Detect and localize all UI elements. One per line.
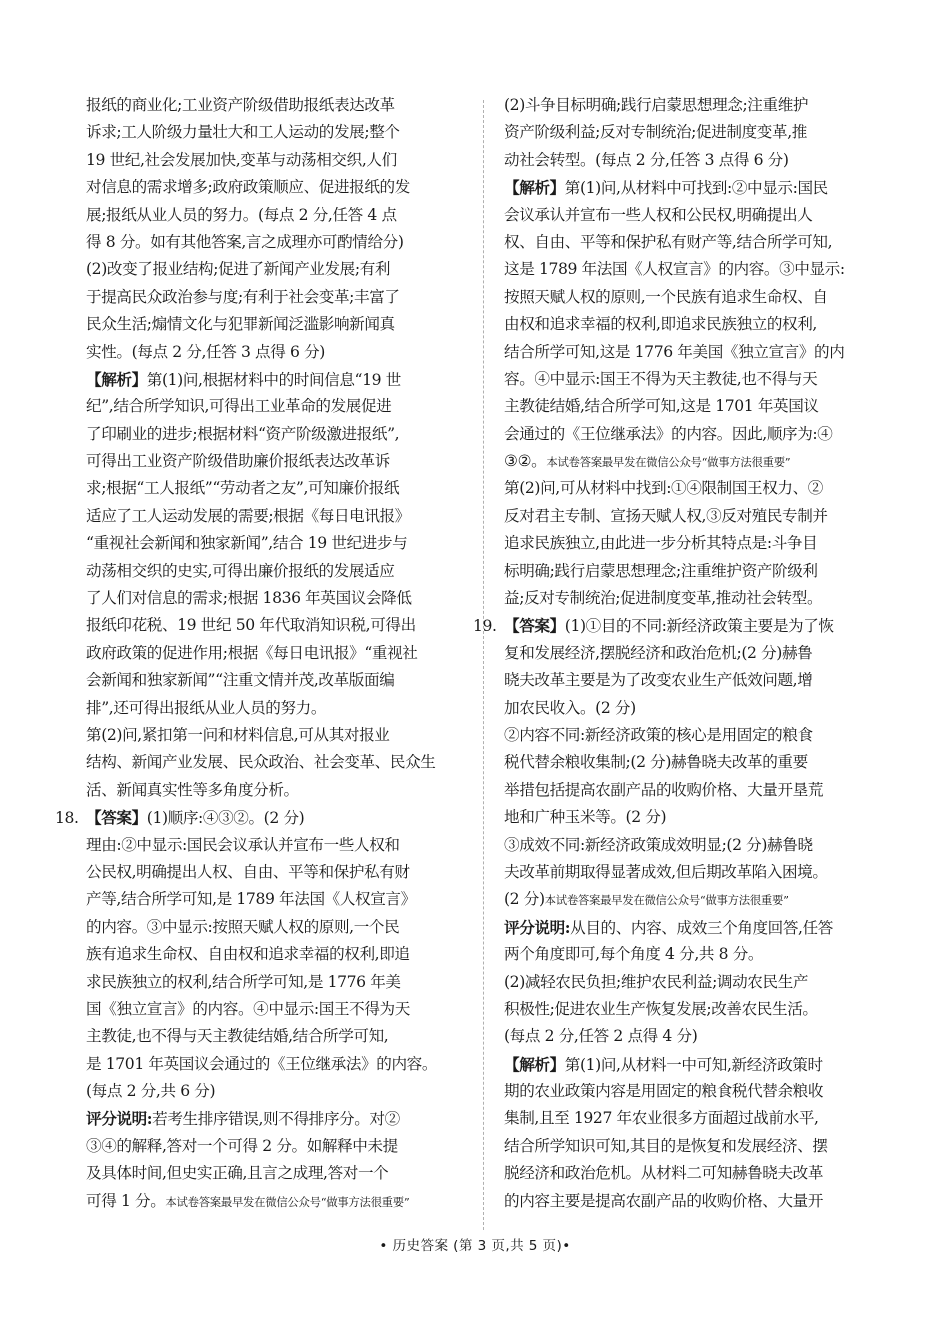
- text-line: 追求民族独立,由此进一步分析其特点是:斗争目: [504, 534, 818, 553]
- text-line: [504, 914, 866, 941]
- text-line: 理由:②中显示:国民会议承认并宣布一些人权和: [86, 835, 400, 854]
- text-line: 得 8 分。如有其他答案,言之成理亦可酌情给分): [86, 232, 404, 251]
- text-line: 的内容。③中显示:按照天赋人权的原则,一个民: [86, 917, 400, 936]
- text-line: 及具体时间,但史实正确,且言之成理,答对一个: [86, 1164, 389, 1183]
- question-number: 18.: [55, 809, 79, 828]
- text-line: [504, 886, 866, 913]
- text-line: 集制,且至 1927 年农业很多方面超过战前水平,: [504, 1109, 819, 1128]
- line-text: 第(1)问,从材料一中可知,新经济政策时: [564, 1055, 823, 1074]
- text-line: 族有追求生命权、自由权和追求幸福的权利,即追: [86, 945, 410, 964]
- line-text: 可得 1 分。: [86, 1191, 166, 1210]
- text-line: [504, 448, 866, 475]
- text-line: 展;报纸从业人员的努力。(每点 2 分,任答 4 点: [86, 205, 397, 224]
- text-line: 举措包括提高农副产品的收购价格、大量开垦荒: [504, 780, 824, 799]
- text-line: 19 世纪,社会发展加快,变革与动荡相交织,人们: [86, 150, 397, 169]
- line-text: 从目的、内容、成效三个角度回答,任答: [570, 918, 833, 937]
- text-line: 纪”,结合所学知识,可得出工业革命的发展促进: [86, 397, 392, 416]
- text-line: 容。④中显示:国王不得为天主教徒,也不得与天: [504, 369, 818, 388]
- text-line: 会议承认并宣布一些人权和公民权,明确提出人: [504, 205, 813, 224]
- text-line: 这是 1789 年法国《人权宣言》的内容。③中显示:: [504, 260, 845, 279]
- text-line: 晓夫改革主要是为了改变农业生产低效问题,增: [504, 671, 813, 690]
- text-line: 求民族独立的权利,结合所学可知,是 1776 年美: [86, 972, 401, 991]
- text-line: 结合所学知识可知,其目的是恢复和发展经济、摆: [504, 1136, 828, 1155]
- line-text: 若考生排序错误,则不得排序分。对②: [152, 1110, 400, 1129]
- line-text: (1)顺序:④③②。(2 分): [146, 809, 305, 828]
- text-line: 资产阶级利益;反对专制统治;促进制度变革,推: [504, 123, 807, 142]
- text-line: 第(2)问,紧扣第一问和材料信息,可从其对报业: [86, 725, 390, 744]
- page-footer: • 历史答案 (第 3 页,共 5 页)•: [379, 1238, 571, 1254]
- text-line: 了人们对信息的需求;根据 1836 年英国议会降低: [86, 589, 412, 608]
- text-line: 是 1701 年英国议会通过的《王位继承法》的内容。: [86, 1054, 438, 1073]
- text-line: 税代替余粮收集制;(2 分)赫鲁晓夫改革的重要: [504, 753, 808, 772]
- line-text: (2 分): [504, 890, 545, 909]
- text-line: (2)改变了报业结构;促进了新闻产业发展;有利: [86, 260, 391, 279]
- text-line: ③④的解释,答对一个可得 2 分。如解释中未提: [86, 1136, 398, 1155]
- text-line: [504, 1051, 866, 1078]
- text-line: 积极性;促进农业生产恢复发展;改善农民生活。: [504, 999, 818, 1018]
- text-line: (2)斗争目标明确;践行启蒙思想理念;注重维护: [504, 96, 809, 114]
- text-line: 标明确;践行启蒙思想理念;注重维护资产阶级利: [504, 561, 818, 580]
- text-line: 公民权,明确提出人权、自由、平等和保护私有财: [86, 862, 410, 881]
- text-line: 期的农业政策内容是用固定的粮食税代替余粮收: [504, 1082, 824, 1101]
- text-line: 活、新闻真实性等多角度分析。: [86, 780, 299, 799]
- text-line: 两个角度即可,每个角度 4 分,共 8 分。: [504, 945, 764, 964]
- text-line: [504, 174, 866, 201]
- question-number: 19.: [473, 617, 497, 636]
- text-line: 主教徒结婚,结合所学可知,这是 1701 年英国议: [504, 397, 819, 416]
- text-line: ②内容不同:新经济政策的核心是用固定的粮食: [504, 725, 813, 744]
- text-line: 复和发展经济,摆脱经济和政治危机;(2 分)赫鲁: [504, 643, 813, 662]
- text-line: 加农民收入。(2 分): [504, 698, 636, 717]
- text-line: (每点 2 分,任答 2 点得 4 分): [504, 1027, 698, 1046]
- text-line: 动社会转型。(每点 2 分,任答 3 点得 6 分): [504, 150, 789, 169]
- text-line: 结构、新闻产业发展、民众政治、社会变革、民众生: [86, 753, 436, 772]
- answer-tag: 【答案】: [504, 616, 565, 636]
- text-line: [86, 1188, 466, 1215]
- text-line: 诉求;工人阶级力量壮大和工人运动的发展;整个: [86, 123, 400, 142]
- text-line: 会新闻和独家新闻”“注重文情并茂,改革版面编: [86, 671, 395, 690]
- text-line: 结合所学可知,这是 1776 年美国《独立宣言》的内: [504, 342, 845, 361]
- text-line: [86, 1105, 466, 1132]
- line-text: 第(1)问,从材料中可找到:②中显示:国民: [564, 179, 828, 198]
- text-line: 报纸的商业化;工业资产阶级借助报纸表达改革: [86, 96, 395, 114]
- text-line: 排”,还可得出报纸从业人员的努力。: [86, 698, 327, 717]
- answer-tag: 【答案】: [86, 808, 147, 828]
- text-line: 益;反对专制统治;促进制度变革,推动社会转型。: [504, 589, 823, 608]
- text-line: 政府政策的促进作用;根据《每日电讯报》“重视社: [86, 643, 418, 662]
- text-line: 动荡相交织的史实,可得出廉价报纸的发展适应: [86, 561, 395, 580]
- text-line: 可得出工业资产阶级借助廉价报纸表达改革诉: [86, 452, 390, 471]
- watermark-note: 本试卷答案最早发在微信公众号“做事方法很重要”: [165, 1194, 410, 1209]
- text-line: 脱经济和政治危机。从材料二可知赫鲁晓夫改革: [504, 1164, 824, 1183]
- text-line: 夫改革前期取得显著成效,但后期改革陷入困境。: [504, 862, 828, 881]
- watermark-note: 本试卷答案最早发在微信公众号“做事方法很重要”: [546, 455, 791, 470]
- text-line: 报纸印花税、19 世纪 50 年代取消知识税,可得出: [86, 616, 416, 635]
- text-line: 适应了工人运动发展的需要;根据《每日电讯报》: [86, 506, 410, 525]
- question-19-header: [473, 612, 866, 639]
- text-line: ③成效不同:新经济政策成效明显;(2 分)赫鲁晓: [504, 835, 813, 854]
- text-line: 按照天赋人权的原则,一个民族有追求生命权、自: [504, 287, 828, 306]
- text-line: 国《独立宣言》的内容。④中显示:国王不得为天: [86, 999, 410, 1018]
- line-text: (1)①目的不同:新经济政策主要是为了恢: [564, 617, 834, 636]
- text-line: 由权和追求幸福的权利,即追求民族独立的权利,: [504, 315, 817, 334]
- text-line: 主教徒,也不得与天主教徒结婚,结合所学可知,: [86, 1027, 389, 1046]
- text-line: “重视社会新闻和独家新闻”,结合 19 世纪进步与: [86, 534, 408, 553]
- analysis-tag: 【解析】: [86, 369, 147, 389]
- text-line: 的内容主要是提高农副产品的收购价格、大量开: [504, 1191, 824, 1210]
- question-18-header: [55, 804, 466, 831]
- line-text: ③②。: [504, 452, 547, 471]
- scoring-note-tag: 评分说明:: [504, 917, 571, 937]
- text-line: 地和广种玉米等。(2 分): [504, 808, 667, 827]
- right-column: [473, 92, 866, 1215]
- text-line: (2)减轻农民负担;维护农民利益;调动农民生产: [504, 972, 809, 991]
- analysis-tag: 【解析】: [504, 178, 565, 198]
- text-line: 实性。(每点 2 分,任答 3 点得 6 分): [86, 342, 325, 361]
- text-line: 会通过的《王位继承法》的内容。因此,顺序为:④: [504, 424, 833, 443]
- text-line: 于提高民众政治参与度;有利于社会变革;丰富了: [86, 287, 400, 306]
- text-line: 了印刷业的进步;根据材料“资产阶级激进报纸”,: [86, 424, 400, 443]
- scoring-note-tag: 评分说明:: [86, 1109, 153, 1129]
- watermark-note: 本试卷答案最早发在微信公众号“做事方法很重要”: [544, 893, 789, 908]
- line-text: 第(1)问,根据材料中的时间信息“19 世: [146, 370, 401, 389]
- text-line: 反对君主专制、宣扬天赋人权,③反对殖民专制并: [504, 506, 828, 525]
- text-line: 民众生活;煽情文化与犯罪新闻泛滥影响新闻真: [86, 315, 395, 334]
- analysis-tag: 【解析】: [504, 1054, 565, 1074]
- text-line: [86, 366, 466, 393]
- text-line: 第(2)问,可从材料中找到:①④限制国王权力、②: [504, 479, 823, 498]
- text-line: 权、自由、平等和保护私有财产等,结合所学可知,: [504, 232, 833, 251]
- left-column: [55, 92, 466, 1215]
- text-line: (每点 2 分,共 6 分): [86, 1082, 216, 1101]
- text-line: 对信息的需求增多;政府政策顺应、促进报纸的发: [86, 178, 410, 197]
- column-divider: [483, 100, 484, 1230]
- text-line: 产等,结合所学可知,是 1789 年法国《人权宣言》: [86, 890, 416, 909]
- text-line: 求;根据“工人报纸”“劳动者之友”,可知廉价报纸: [86, 479, 400, 498]
